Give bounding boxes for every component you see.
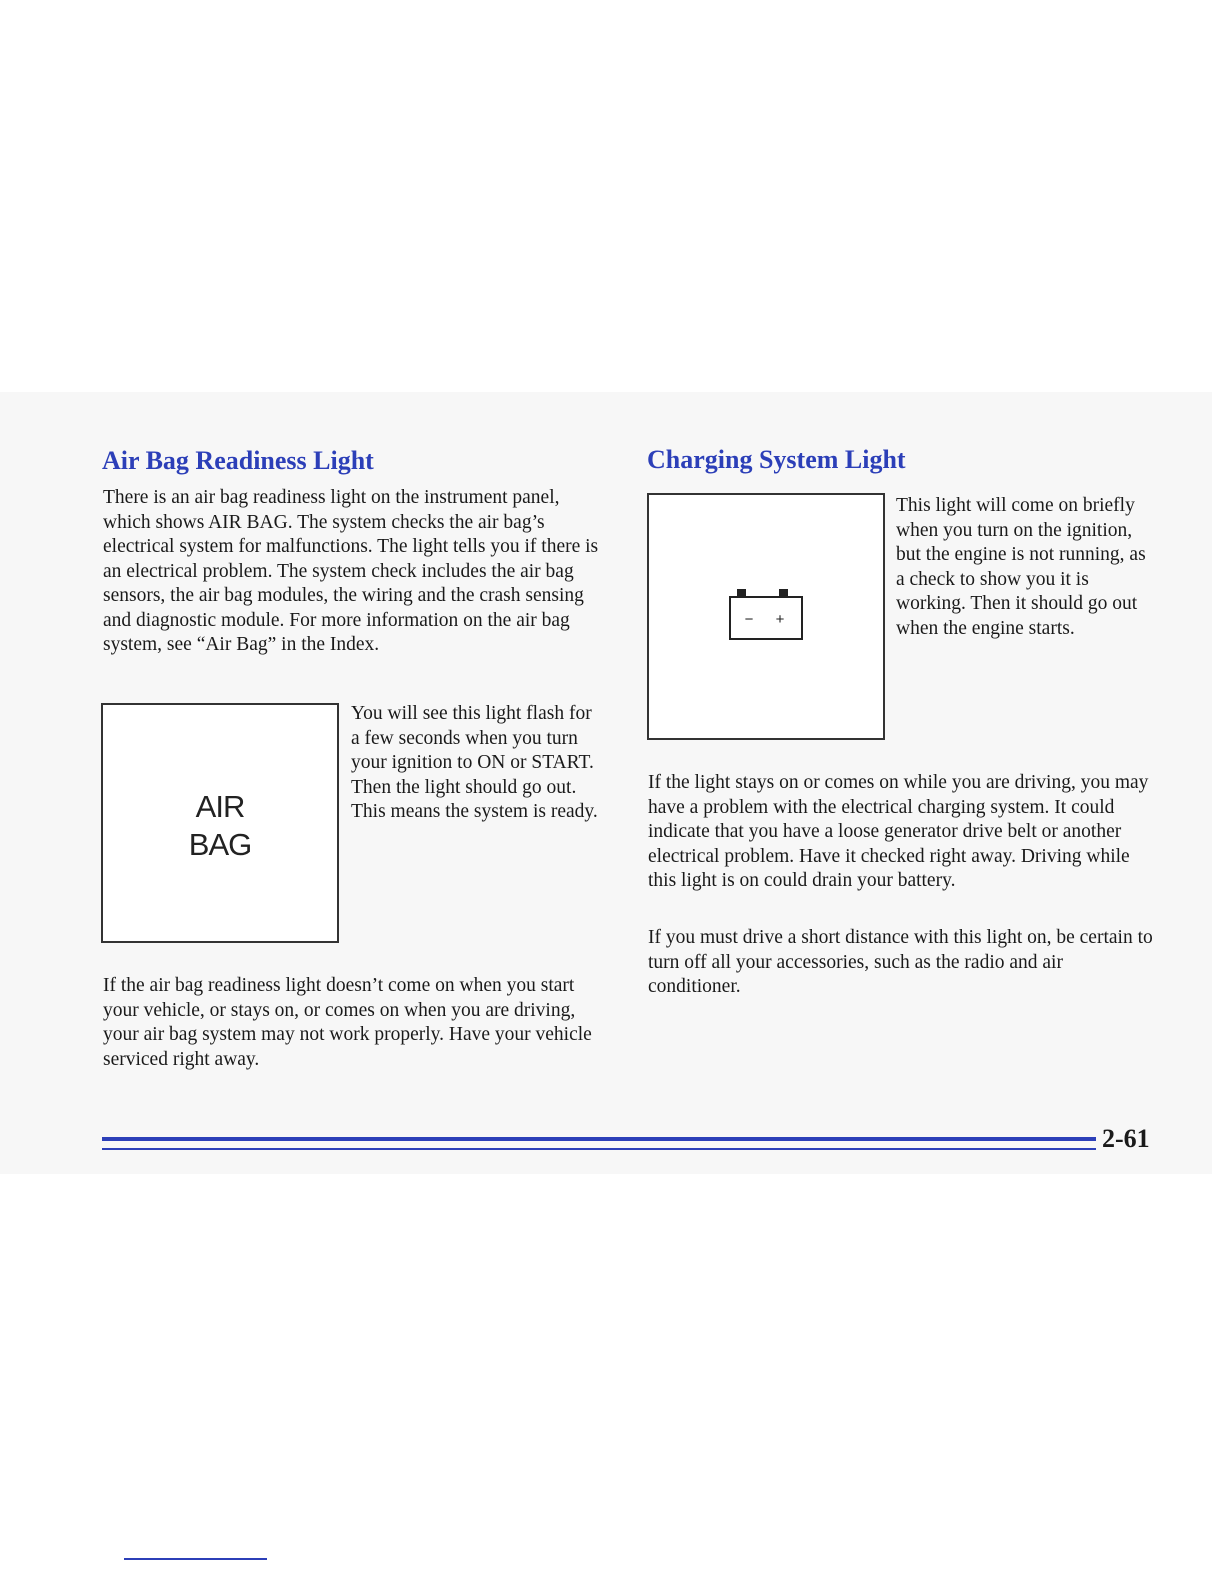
- charging-side-text: This light will come on briefly when you turn on the ignition, but the engine is not running, as a check to show you it is working. Then it should go out when the engine starts.: [896, 495, 1146, 639]
- page-number: 2-61: [1102, 1124, 1150, 1153]
- footer-rule-thin: [102, 1148, 1096, 1150]
- bottom-footnote-rule: [124, 1558, 267, 1560]
- battery-minus-sign: −: [744, 611, 754, 628]
- air-bag-symbol-line2: BAG: [188, 827, 252, 862]
- charging-para-1: If the light stays on or comes on while you are driving, you may have a problem with the electrical charging system. It could indicate that you have a loose generator drive belt or another electrical problem. Have it checked right away. Driving while this light is on could drain your battery.: [648, 772, 1149, 891]
- charging-heading: Charging System Light: [647, 445, 906, 474]
- charging-light-illustration: [647, 493, 885, 740]
- air-bag-closing: If the air bag readiness light doesn’t come on when you start your vehicle, or stays on, or comes on when you are driving, your air bag system may not work properly. Have your vehicle serviced right away.: [103, 975, 592, 1070]
- battery-icon: [727, 587, 807, 647]
- air-bag-intro: There is an air bag readiness light on the instrument panel, which shows AIR BAG. The system checks the air bag’s electrical system for malfunctions. The light tells you if there is an electrical problem. The system check includes the air bag sensors, the air bag modules, the wiring and the crash sensing and diagnostic module. For more information on the air bag system, see “Air Bag” in the Index.: [103, 487, 599, 655]
- air-bag-symbol-line1: AIR: [195, 789, 245, 824]
- air-bag-side-text: You will see this light flash for a few seconds when you turn your ignition to ON or START. Then the light should go out. This means the system is ready.: [351, 703, 598, 822]
- battery-plus-sign: +: [775, 611, 785, 628]
- air-bag-light-illustration: [101, 703, 339, 943]
- air-bag-heading: Air Bag Readiness Light: [102, 446, 374, 475]
- footer-rule-thick: [102, 1137, 1096, 1141]
- charging-para-2: If you must drive a short distance with this light on, be certain to turn off all your accessories, such as the radio and air conditioner.: [648, 927, 1153, 997]
